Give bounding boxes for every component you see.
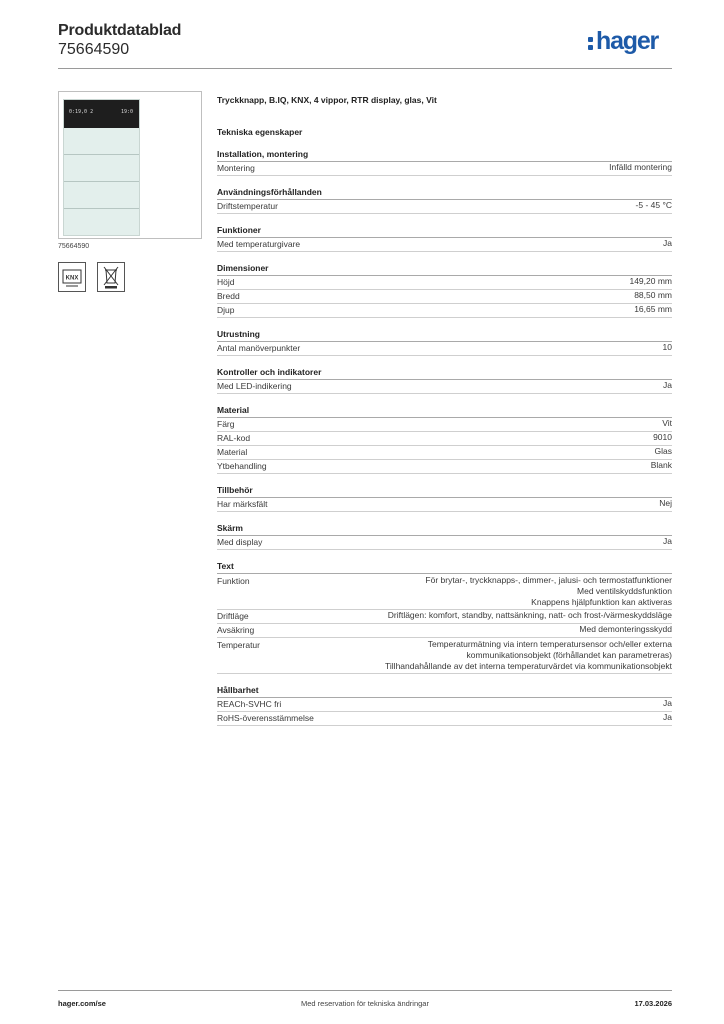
section-heading: Material	[217, 405, 672, 418]
spec-value-line: Ja	[663, 238, 672, 248]
spec-label: Med LED-indikering	[217, 381, 292, 391]
spec-label: Avsäkring	[217, 625, 255, 635]
spec-value-line: Infälld montering	[609, 162, 672, 172]
spec-label: Djup	[217, 305, 235, 315]
spec-value	[629, 276, 672, 289]
logo-text: hager	[596, 27, 659, 55]
spec-row	[217, 290, 672, 304]
document-title: Produktdatablad	[58, 22, 182, 39]
spec-label: Driftstemperatur	[217, 201, 278, 211]
spec-value-line: För brytar-, tryckknapps-, dimmer-, jalusi- och termostatfunktioner	[425, 575, 672, 585]
spec-section	[217, 225, 672, 252]
spec-section	[217, 685, 672, 726]
spec-section	[217, 149, 672, 176]
product-code: 75664590	[58, 243, 90, 250]
product-description: Tryckknapp, B.IQ, KNX, 4 vippor, RTR display, glas, Vit	[217, 95, 437, 105]
spec-value	[663, 238, 672, 251]
spec-section	[217, 329, 672, 356]
product-image	[63, 99, 140, 236]
spec-value	[655, 446, 672, 459]
spec-label: Material	[217, 447, 248, 457]
spec-value	[653, 432, 672, 445]
spec-value	[663, 712, 672, 725]
spec-row	[217, 446, 672, 460]
rocker-divider	[64, 181, 139, 182]
knx-certified-icon	[58, 262, 86, 292]
rocker-divider	[64, 154, 139, 155]
spec-label: Höjd	[217, 277, 235, 287]
spec-value-line: kommunikationsobjekt (förhållandet kan parametreras)	[466, 650, 672, 660]
spec-value-line: 16,65 mm	[634, 304, 672, 314]
spec-section	[217, 263, 672, 318]
spec-section	[217, 187, 672, 214]
spec-table	[217, 95, 672, 737]
spec-label: Med temperaturgivare	[217, 239, 301, 249]
spec-label: Montering	[217, 163, 255, 173]
logo-dot-bottom	[588, 45, 593, 50]
footer-website: hager.com/se	[58, 999, 106, 1008]
section-heading: Dimensioner	[217, 263, 672, 276]
spec-value-line: 9010	[653, 432, 672, 442]
spec-value	[663, 698, 672, 711]
spec-row	[217, 432, 672, 446]
spec-section	[217, 561, 672, 674]
spec-value-line: Ja	[663, 712, 672, 722]
spec-value	[663, 342, 672, 355]
spec-label: Antal manöverpunkter	[217, 343, 301, 353]
rocker-divider	[64, 208, 139, 209]
spec-value	[651, 460, 672, 473]
spec-section	[217, 485, 672, 512]
spec-label: Funktion	[217, 576, 250, 586]
spec-value-line: Blank	[650, 460, 672, 470]
spec-section	[217, 367, 672, 394]
spec-value-line: 149,20 mm	[629, 276, 672, 286]
spec-row	[217, 638, 672, 674]
spec-section	[217, 523, 672, 550]
spec-value-line: Temperaturmätning via intern temperatursensor och/eller externa	[427, 639, 672, 649]
section-heading: Tillbehör	[217, 485, 672, 498]
document-header	[58, 22, 181, 59]
display-text-right: 19:0	[120, 109, 133, 115]
spec-value-line: Vit	[662, 418, 672, 428]
spec-label: Med display	[217, 537, 263, 547]
footer-divider	[58, 990, 672, 991]
spec-value-line: Ja	[663, 380, 672, 390]
spec-value-line: -5 - 45 °C	[635, 200, 672, 210]
spec-value	[663, 380, 672, 393]
footer-disclaimer: Med reservation för tekniska ändringar	[301, 999, 429, 1008]
spec-value-line: Glas	[654, 446, 672, 456]
footer-date: 17.03.2026	[634, 999, 672, 1008]
spec-value	[425, 575, 672, 608]
display-text-left: 0:19,0 2	[69, 109, 94, 115]
spec-row	[217, 162, 672, 176]
product-display	[64, 100, 139, 128]
spec-value-line: 88,50 mm	[634, 290, 672, 300]
spec-value-line: Med ventilskyddsfunktion	[577, 586, 672, 596]
spec-row	[217, 498, 672, 512]
weee-crossed-bin-icon	[97, 262, 125, 292]
logo-dot-top	[588, 37, 593, 42]
section-heading: Funktioner	[217, 225, 672, 238]
spec-row	[217, 418, 672, 432]
spec-value	[579, 624, 672, 637]
spec-row	[217, 460, 672, 474]
spec-value	[385, 639, 672, 672]
spec-row	[217, 712, 672, 726]
spec-label: Temperatur	[217, 640, 260, 650]
spec-row	[217, 276, 672, 290]
hager-logo	[588, 27, 672, 56]
spec-value	[663, 536, 672, 549]
spec-sections	[217, 149, 672, 726]
spec-value-line: Nej	[659, 498, 672, 508]
knx-icon-text: KNX	[65, 275, 79, 282]
section-heading: Utrustning	[217, 329, 672, 342]
spec-row	[217, 574, 672, 610]
spec-row	[217, 624, 672, 638]
section-heading: Text	[217, 561, 672, 574]
spec-label: RoHS-överensstämmelse	[217, 713, 314, 723]
header-divider	[58, 68, 672, 69]
spec-label: Färg	[217, 419, 235, 429]
spec-label: Driftläge	[217, 611, 249, 621]
spec-value-line: Tillhandahållande av det interna temperaturvärdet via kommunikationsobjekt	[385, 661, 672, 671]
spec-value-line: Ja	[663, 698, 672, 708]
spec-row	[217, 304, 672, 318]
spec-value	[662, 418, 672, 431]
product-number: 75664590	[58, 41, 130, 58]
spec-value-line: Ja	[663, 536, 672, 546]
section-heading: Kontroller och indikatorer	[217, 367, 672, 380]
spec-value-line: Driftlägen: komfort, standby, nattsänkning, natt- och frost-/värmeskyddsläge	[387, 610, 672, 620]
spec-value-line: Med demonteringsskydd	[579, 624, 672, 634]
spec-section	[217, 405, 672, 474]
spec-value-line: Knappens hjälpfunktion kan aktiveras	[531, 597, 672, 607]
spec-row	[217, 342, 672, 356]
spec-value	[636, 200, 672, 213]
technical-properties-heading: Tekniska egenskaper	[217, 127, 303, 137]
section-heading: Hållbarhet	[217, 685, 672, 698]
spec-value	[388, 610, 672, 623]
spec-value-line: 10	[662, 342, 672, 352]
spec-row	[217, 238, 672, 252]
spec-label: Ytbehandling	[217, 461, 267, 471]
spec-value	[659, 498, 672, 511]
spec-label: Bredd	[217, 291, 240, 301]
section-heading: Installation, montering	[217, 149, 672, 162]
spec-value	[609, 162, 672, 175]
spec-label: REACh-SVHC fri	[217, 699, 282, 709]
section-heading: Användningsförhållanden	[217, 187, 672, 200]
spec-value	[634, 290, 672, 303]
spec-row	[217, 200, 672, 214]
spec-row	[217, 698, 672, 712]
spec-label: RAL-kod	[217, 433, 251, 443]
section-heading: Skärm	[217, 523, 672, 536]
spec-row	[217, 380, 672, 394]
spec-value	[634, 304, 672, 317]
spec-label: Har märksfält	[217, 499, 268, 509]
spec-row	[217, 610, 672, 624]
spec-row	[217, 536, 672, 550]
